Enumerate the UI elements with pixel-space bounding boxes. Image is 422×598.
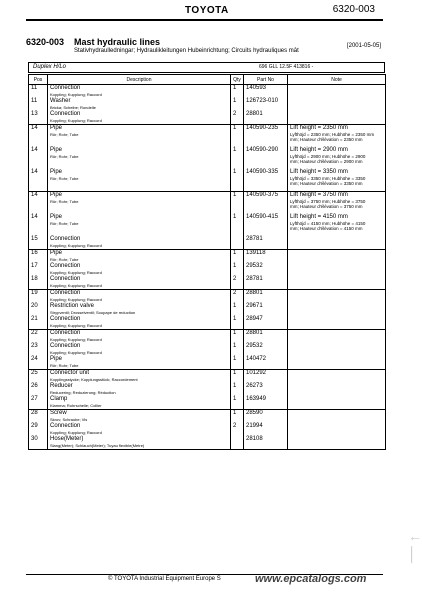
row-desc-sub: Rör; Rohr; Tube — [50, 199, 79, 204]
row-qty: 1 — [233, 330, 237, 336]
row-desc-name: Pipe — [50, 192, 63, 198]
row-part-no: 28781 — [246, 276, 263, 282]
cell-desc — [48, 383, 231, 396]
table-row — [29, 303, 386, 316]
row-pos: 18 — [31, 276, 38, 282]
table-row — [29, 356, 386, 370]
row-note-line: Lift height = 2350 mm — [290, 125, 348, 131]
table-row — [29, 263, 386, 276]
cell-part — [244, 356, 288, 370]
row-qty: 1 — [233, 410, 237, 416]
row-part-no: 163949 — [246, 396, 267, 402]
cell-note — [288, 125, 386, 148]
cell-desc — [48, 276, 231, 290]
row-desc-name: Pipe — [50, 147, 63, 153]
row-pos: 14 — [31, 125, 38, 131]
cell-qty — [231, 85, 244, 99]
row-pos: 25 — [31, 370, 38, 376]
cell-qty — [231, 147, 244, 169]
row-part-no: 28801 — [246, 330, 263, 336]
cell-part — [244, 125, 288, 148]
row-desc-sub: Rör; Rohr; Tube — [50, 221, 79, 226]
row-desc-sub: Kopplingsstycke; Kupplungsstück; Raccordement — [50, 377, 138, 382]
cell-pos — [29, 330, 48, 344]
row-qty: 1 — [233, 192, 237, 198]
cell-pos — [29, 236, 48, 250]
cell-part — [244, 111, 288, 125]
cell-pos — [29, 125, 48, 148]
cell-part — [244, 98, 288, 111]
table-row — [29, 111, 386, 125]
row-part-no: 29671 — [246, 303, 263, 309]
footer-copyright: © TOYOTA Industrial Equipment Europe S — [108, 576, 221, 582]
table-row — [29, 276, 386, 290]
cell-desc — [48, 370, 231, 384]
cell-desc — [48, 125, 231, 148]
cell-desc — [48, 436, 231, 450]
row-desc-name: Restriction valve — [50, 303, 95, 309]
row-note-line: Lift height = 2900 mm — [290, 147, 348, 153]
row-qty: 1 — [233, 263, 237, 269]
row-desc-name: Clamp — [50, 396, 68, 402]
row-part-no: 140472 — [246, 356, 267, 362]
row-desc-name: Connection — [50, 236, 81, 242]
model-bar — [28, 62, 385, 73]
row-pos: 16 — [31, 250, 38, 256]
row-qty: 1 — [233, 85, 237, 91]
table-row — [29, 383, 386, 396]
cell-note — [288, 330, 386, 344]
row-note-line: mm; Hauteur d'élévation = 3750 mm — [290, 204, 363, 209]
cell-pos — [29, 316, 48, 330]
cell-note — [288, 423, 386, 436]
row-part-no: 28781 — [246, 236, 263, 242]
row-note-line: mm; Hauteur d'élévation = 2350 mm — [290, 137, 363, 142]
cell-part — [244, 396, 288, 410]
row-desc-sub: Bricka; Scheibe; Rondelle — [50, 105, 96, 110]
row-pos: 20 — [31, 303, 38, 309]
row-part-no: 140593 — [246, 85, 267, 91]
section-date: [2001-05-05] — [346, 43, 381, 49]
cell-desc — [48, 290, 231, 304]
row-desc-sub: Koppling; Kupplung; Raccord — [50, 243, 102, 248]
row-desc-name: Hose(Meter) — [50, 436, 84, 442]
table-row — [29, 330, 386, 344]
cell-note — [288, 436, 386, 450]
cell-desc — [48, 250, 231, 264]
row-desc-sub: Koppling; Kupplung; Raccord — [50, 350, 102, 355]
row-part-no: 139118 — [246, 250, 266, 256]
cell-note — [288, 214, 386, 236]
row-desc-sub: Koppling; Kupplung; Raccord — [50, 270, 102, 275]
table-row — [29, 147, 386, 169]
row-desc-sub: Rör; Rohr; Tube — [50, 257, 79, 262]
row-desc-name: Connection — [50, 111, 81, 117]
cell-qty — [231, 396, 244, 410]
row-part-no: 140590-290 — [246, 147, 279, 153]
cell-desc — [48, 98, 231, 111]
row-pos: 14 — [31, 147, 38, 153]
cell-pos — [29, 263, 48, 276]
row-pos: 19 — [31, 290, 38, 296]
row-desc-sub: Koppling; Kupplung; Raccord — [50, 430, 102, 435]
row-desc-name: Reducer — [50, 383, 73, 389]
table-row — [29, 436, 386, 450]
row-desc-sub: Strypventil; Drosselventil; Soupape de reduction — [50, 310, 136, 315]
table-row — [29, 250, 386, 264]
row-qty: 1 — [233, 98, 237, 104]
row-qty: 1 — [233, 169, 237, 175]
table-row — [29, 423, 386, 436]
cell-desc — [48, 147, 231, 169]
cell-note — [288, 98, 386, 111]
cell-note — [288, 263, 386, 276]
row-qty: 1 — [233, 316, 237, 322]
row-desc-sub: Koppling; Kupplung; Raccord — [50, 92, 102, 97]
cell-pos — [29, 436, 48, 450]
cell-part — [244, 303, 288, 316]
row-note-line: Lyfthöjd = 4150 mm; Hubhöhe = 4150 — [290, 221, 366, 226]
section-subtitle: Stativhydraulledningar; Hydraulikleitungen Hubeinrichtung; Circuits hydrauliques mât — [74, 48, 299, 54]
row-desc-sub: Reducering; Reduzierung; Réduction — [50, 390, 116, 395]
cell-qty — [231, 125, 244, 148]
row-part-no: 26273 — [246, 383, 263, 389]
cell-desc — [48, 236, 231, 250]
row-desc-name: Pipe — [50, 250, 63, 256]
cell-qty — [231, 263, 244, 276]
cell-note — [288, 276, 386, 290]
row-part-no: 140590-415 — [246, 214, 279, 220]
cell-note — [288, 383, 386, 396]
cell-desc — [48, 192, 231, 215]
model-name: Duplex H/Lo — [33, 64, 67, 70]
row-qty: 1 — [233, 383, 237, 389]
col-part: Part No — [244, 75, 288, 85]
table-body — [29, 85, 386, 450]
header-page-code: 6320-003 — [332, 4, 375, 15]
cell-part — [244, 343, 288, 356]
row-desc-sub: Koppling; Kupplung; Raccord — [50, 283, 102, 288]
cell-pos — [29, 169, 48, 192]
row-part-no: 28590 — [246, 410, 263, 416]
cell-note — [288, 396, 386, 410]
row-part-no: 101292 — [246, 370, 267, 376]
cell-desc — [48, 169, 231, 192]
row-desc-name: Connection — [50, 330, 81, 336]
table-row — [29, 396, 386, 410]
cell-pos — [29, 396, 48, 410]
cell-part — [244, 147, 288, 169]
cell-qty — [231, 169, 244, 192]
cell-pos — [29, 423, 48, 436]
section-code: 6320-003 — [26, 37, 65, 47]
cell-pos — [29, 98, 48, 111]
row-note-line: mm; Hauteur d'élévation = 2900 mm — [290, 159, 363, 164]
row-pos: 22 — [31, 330, 38, 336]
table-row — [29, 192, 386, 215]
row-desc-sub: Koppling; Kupplung; Raccord — [50, 337, 102, 342]
cell-desc — [48, 330, 231, 344]
cell-qty — [231, 98, 244, 111]
parts-table — [28, 74, 386, 450]
row-part-no: 28947 — [246, 316, 263, 322]
cell-note — [288, 236, 386, 250]
row-note-line: Lyfthöjd = 3350 mm; Hubhöhe = 3350 — [290, 176, 366, 181]
cell-part — [244, 383, 288, 396]
table-row — [29, 343, 386, 356]
row-desc-sub: Koppling; Kupplung; Raccord — [50, 323, 102, 328]
cell-qty — [231, 192, 244, 215]
cell-pos — [29, 383, 48, 396]
row-desc-name: Connection — [50, 290, 81, 296]
row-note-line: Lift height = 3750 mm — [290, 192, 348, 198]
cell-pos — [29, 85, 48, 99]
cell-part — [244, 316, 288, 330]
cell-pos — [29, 276, 48, 290]
row-pos: 27 — [31, 396, 38, 402]
cell-note — [288, 147, 386, 169]
table-row — [29, 85, 386, 99]
cell-qty — [231, 383, 244, 396]
cell-note — [288, 85, 386, 99]
row-part-no: 28801 — [246, 290, 263, 296]
cell-qty — [231, 423, 244, 436]
cell-note — [288, 303, 386, 316]
cell-part — [244, 236, 288, 250]
row-note-line: mm; Hauteur d'élévation = 4150 mm — [290, 226, 363, 231]
table-row — [29, 98, 386, 111]
row-desc-name: Pipe — [50, 214, 63, 220]
row-part-no: 29532 — [246, 263, 263, 269]
col-desc: Description — [48, 75, 231, 85]
row-note-line: Lyfthöjd = 3750 mm; Hubhöhe = 3750 — [290, 199, 366, 204]
cell-desc — [48, 85, 231, 99]
row-pos: 14 — [31, 192, 38, 198]
cell-pos — [29, 214, 48, 236]
cell-note — [288, 111, 386, 125]
cell-qty — [231, 290, 244, 304]
cell-part — [244, 330, 288, 344]
row-part-no: 28801 — [246, 111, 263, 117]
row-note-line: Lift height = 3350 mm — [290, 169, 348, 175]
cell-part — [244, 250, 288, 264]
table-header — [29, 75, 386, 85]
row-pos: 26 — [31, 383, 38, 389]
cell-qty — [231, 410, 244, 424]
row-pos: 11 — [31, 98, 38, 104]
cell-qty — [231, 370, 244, 384]
col-note: Note — [288, 75, 386, 85]
cell-qty — [231, 250, 244, 264]
row-part-no: 140590-235 — [246, 125, 279, 131]
row-pos: 30 — [31, 436, 38, 442]
cell-qty — [231, 303, 244, 316]
cell-part — [244, 214, 288, 236]
row-qty: 2 — [233, 276, 237, 282]
row-qty: 1 — [233, 214, 237, 220]
row-pos: 14 — [31, 214, 38, 220]
cell-note — [288, 343, 386, 356]
row-desc-sub: Rör; Rohr; Tube — [50, 363, 79, 368]
cell-part — [244, 169, 288, 192]
watermark: www.epcatalogs.com — [255, 573, 367, 585]
cell-pos — [29, 410, 48, 424]
cell-desc — [48, 396, 231, 410]
cell-note — [288, 290, 386, 304]
cell-desc — [48, 410, 231, 424]
row-pos: 21 — [31, 316, 38, 322]
cell-qty — [231, 343, 244, 356]
row-pos: 29 — [31, 423, 38, 429]
row-part-no: 126723-010 — [246, 98, 279, 104]
row-desc-name: Connection — [50, 85, 81, 91]
cell-qty — [231, 330, 244, 344]
row-desc-name: Connection — [50, 316, 81, 322]
row-note-line: mm; Hauteur d'élévation = 3350 mm — [290, 181, 363, 186]
cell-part — [244, 436, 288, 450]
cell-qty — [231, 316, 244, 330]
row-part-no: 29532 — [246, 343, 263, 349]
row-note-line: Lyfthöjd = 2900 mm; Hubhöhe = 2900 — [290, 154, 366, 159]
table-row — [29, 370, 386, 384]
row-qty: 1 — [233, 370, 237, 376]
row-desc-sub: Koppling; Kupplung; Raccord — [50, 118, 102, 123]
cell-note — [288, 169, 386, 192]
row-qty: 1 — [233, 125, 237, 131]
table-row — [29, 316, 386, 330]
row-pos: 24 — [31, 356, 38, 362]
row-part-no: 21994 — [246, 423, 263, 429]
row-desc-name: Pipe — [50, 356, 63, 362]
cell-part — [244, 192, 288, 215]
cell-part — [244, 85, 288, 99]
row-qty: 2 — [233, 290, 237, 296]
col-qty: Qty — [231, 75, 244, 85]
row-qty: 1 — [233, 356, 237, 362]
row-desc-name: Connection — [50, 423, 81, 429]
cell-part — [244, 290, 288, 304]
cell-note — [288, 250, 386, 264]
cell-desc — [48, 343, 231, 356]
row-qty: 1 — [233, 343, 237, 349]
cell-note — [288, 410, 386, 424]
row-qty: 1 — [233, 250, 237, 256]
table-row — [29, 290, 386, 304]
cell-desc — [48, 214, 231, 236]
row-desc-name: Connector unit — [50, 370, 90, 376]
row-pos: 17 — [31, 263, 38, 269]
row-desc-sub: Skruv; Schraube; Vis — [50, 417, 88, 422]
cell-qty — [231, 236, 244, 250]
row-qty: 2 — [233, 423, 237, 429]
row-pos: 23 — [31, 343, 38, 349]
cell-desc — [48, 316, 231, 330]
cell-desc — [48, 303, 231, 316]
cell-pos — [29, 356, 48, 370]
cell-desc — [48, 263, 231, 276]
cell-pos — [29, 250, 48, 264]
cell-qty — [231, 214, 244, 236]
row-qty: 2 — [233, 111, 237, 117]
side-bleed: ← │ — [408, 528, 422, 562]
row-note-line: Lyfthöjd = 2350 mm; Hubhöhe = 2350 mm — [290, 132, 375, 137]
cell-part — [244, 263, 288, 276]
model-spec: 696 GLL 12.5F 413816 - — [259, 64, 314, 70]
row-desc-name: Connection — [50, 263, 81, 269]
cell-part — [244, 370, 288, 384]
row-desc-sub: Slang(Meter); Schlauch(Meter); Tuyau flexible(Metre) — [50, 443, 145, 448]
row-desc-name: Screw — [50, 410, 67, 416]
cell-qty — [231, 436, 244, 450]
table-row — [29, 410, 386, 424]
row-desc-sub: Rör; Rohr; Tube — [50, 132, 79, 137]
row-note-line: Lift height = 4150 mm — [290, 214, 348, 220]
row-part-no: 140590-375 — [246, 192, 279, 198]
cell-desc — [48, 111, 231, 125]
cell-pos — [29, 370, 48, 384]
header-brand: TOYOTA — [185, 5, 229, 16]
row-qty: 1 — [233, 396, 237, 402]
cell-note — [288, 370, 386, 384]
row-desc-name: Washer — [50, 98, 71, 104]
row-desc-name: Pipe — [50, 169, 63, 175]
cell-qty — [231, 356, 244, 370]
cell-part — [244, 410, 288, 424]
cell-pos — [29, 111, 48, 125]
row-desc-sub: Klamma; Rohrschelle; Collier — [50, 403, 102, 408]
cell-note — [288, 356, 386, 370]
cell-desc — [48, 423, 231, 436]
cell-part — [244, 423, 288, 436]
section-title: Mast hydraulic lines — [74, 37, 161, 47]
table-row — [29, 169, 386, 192]
cell-pos — [29, 303, 48, 316]
row-pos: 14 — [31, 169, 38, 175]
row-qty: 1 — [233, 303, 237, 309]
row-pos: 11 — [31, 85, 38, 91]
cell-qty — [231, 276, 244, 290]
cell-pos — [29, 147, 48, 169]
cell-desc — [48, 356, 231, 370]
cell-pos — [29, 343, 48, 356]
row-desc-sub: Rör; Rohr; Tube — [50, 154, 79, 159]
row-desc-sub: Rör; Rohr; Tube — [50, 176, 79, 181]
row-pos: 28 — [31, 410, 38, 416]
row-desc-name: Pipe — [50, 125, 63, 131]
row-desc-name: Connection — [50, 276, 81, 282]
table-row — [29, 214, 386, 236]
col-pos: Pos — [29, 75, 48, 85]
row-desc-name: Connection — [50, 343, 81, 349]
row-part-no: 28108 — [246, 436, 263, 442]
row-desc-sub: Koppling; Kupplung; Raccord — [50, 297, 102, 302]
row-part-no: 140590-335 — [246, 169, 279, 175]
cell-part — [244, 276, 288, 290]
cell-pos — [29, 192, 48, 215]
table-row — [29, 125, 386, 148]
row-pos: 13 — [31, 111, 38, 117]
row-qty: 1 — [233, 147, 237, 153]
header-rule — [26, 19, 383, 21]
cell-pos — [29, 290, 48, 304]
cell-note — [288, 192, 386, 215]
table-row — [29, 236, 386, 250]
cell-note — [288, 316, 386, 330]
cell-qty — [231, 111, 244, 125]
row-pos: 15 — [31, 236, 38, 242]
